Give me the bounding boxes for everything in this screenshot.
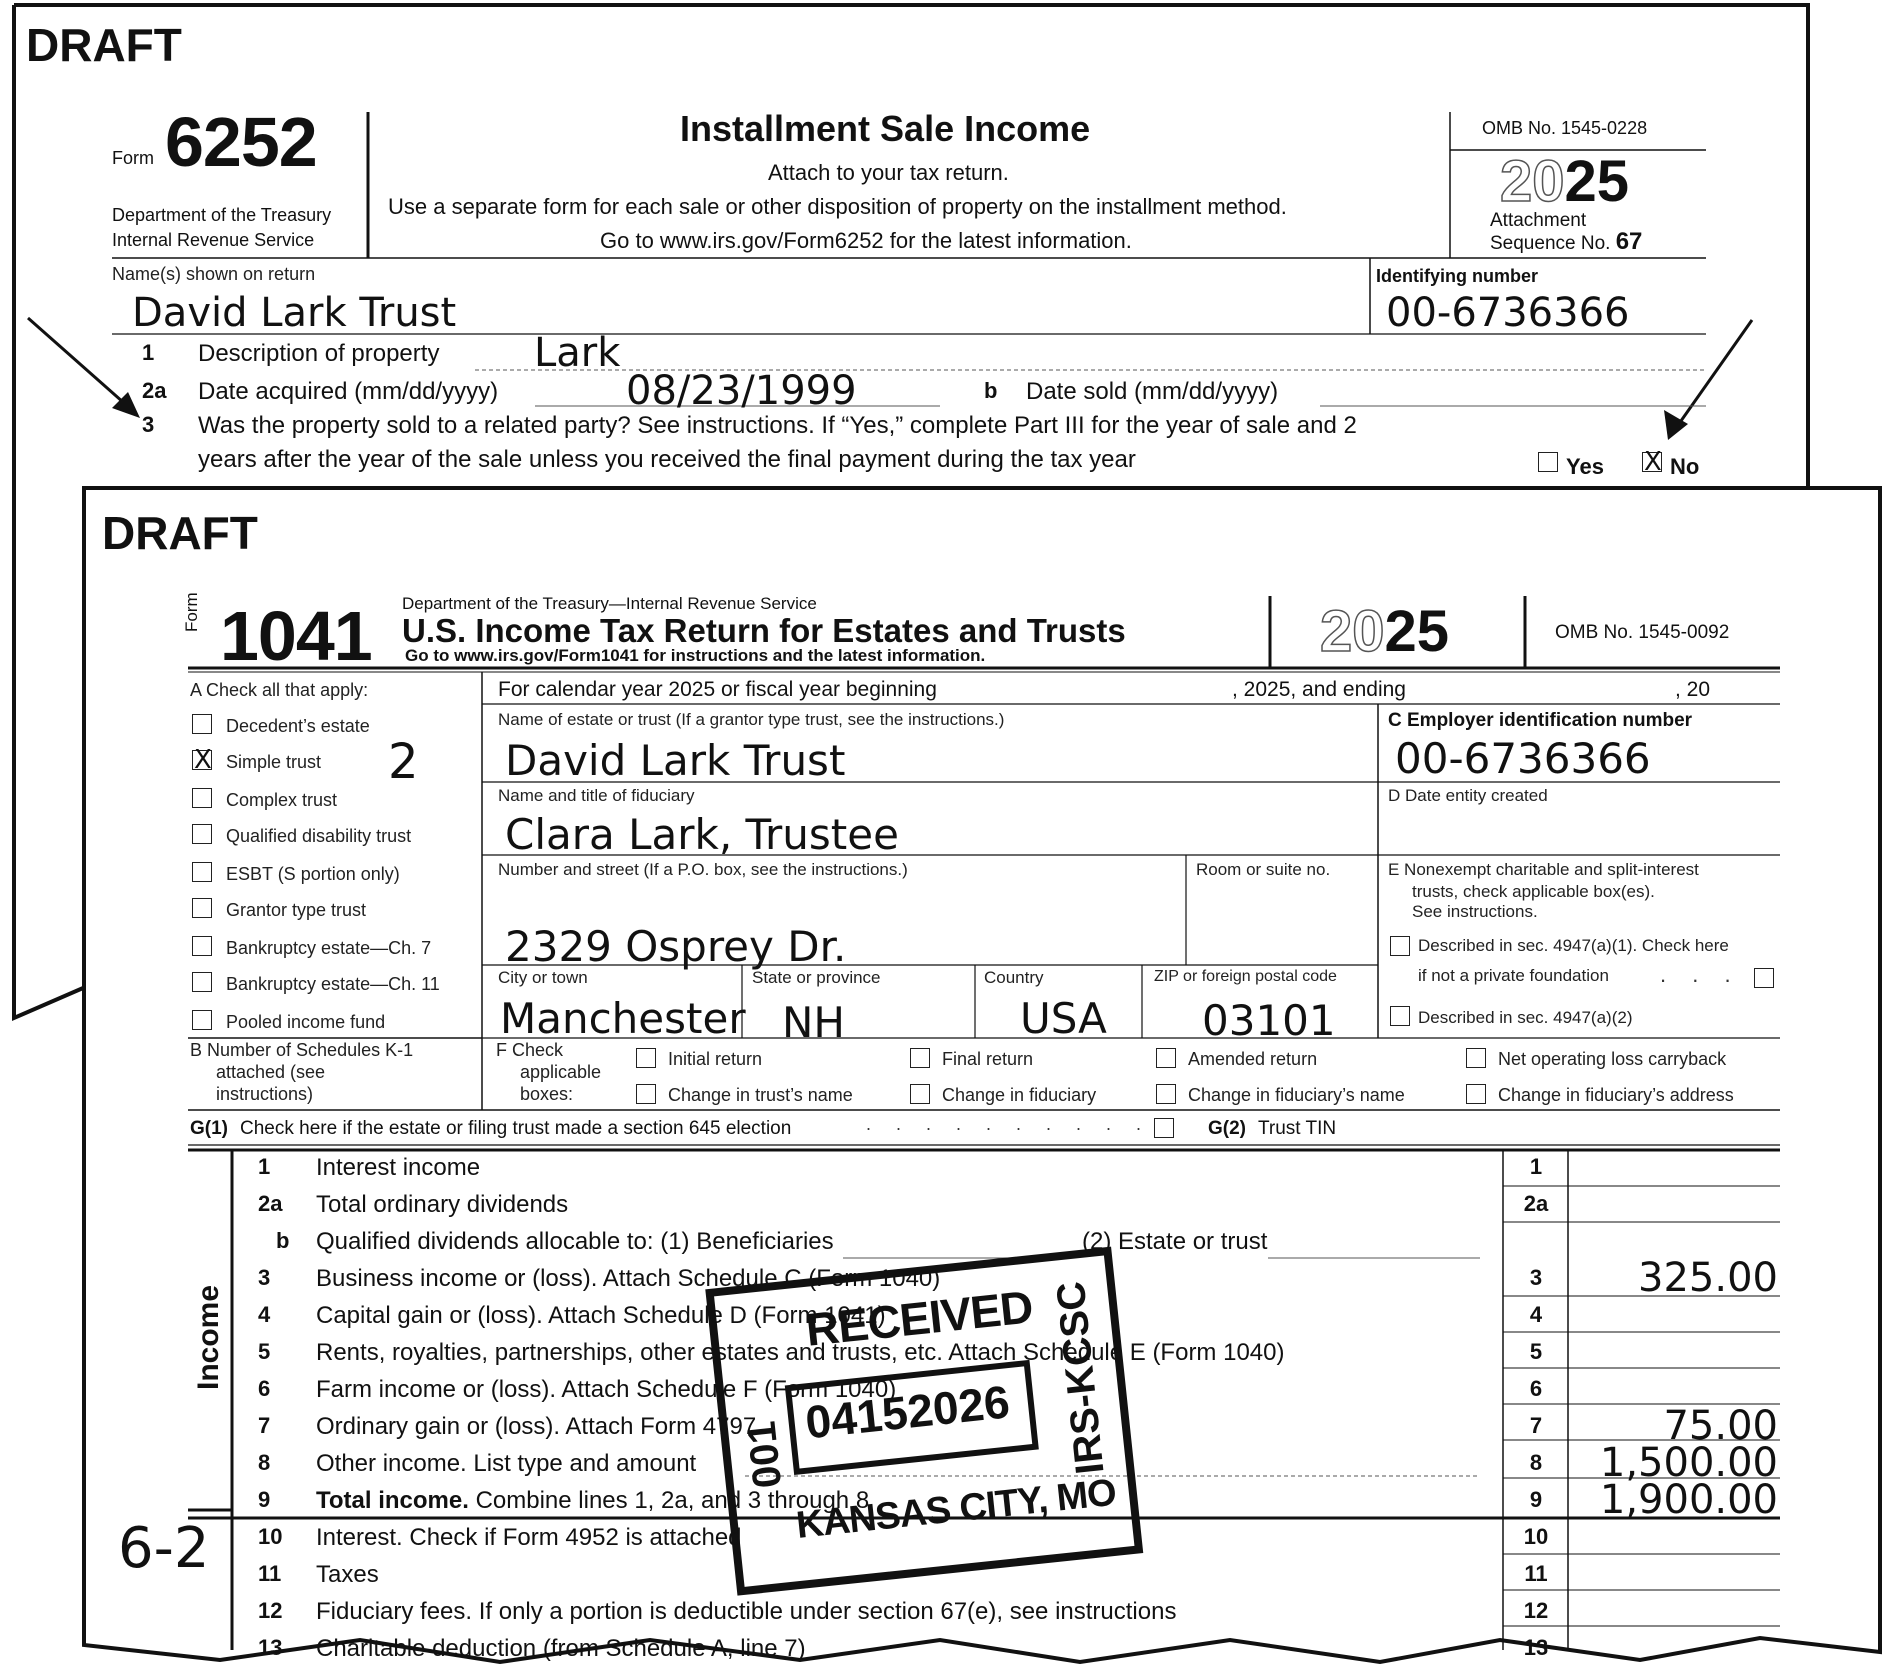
country-label: Country [984,968,1044,987]
date-acquired[interactable]: 08/23/1999 [626,368,857,414]
f-checkbox[interactable] [1466,1048,1486,1068]
line-2b-num: b [984,378,998,403]
handwritten-2: 2 [388,734,419,790]
income-line-text [316,1561,379,1589]
form-word: Form [112,148,154,168]
f-checkbox-label: Change in trust’s name [668,1085,853,1105]
calendar-year-mid: , 2025, and ending [1232,678,1406,701]
section-a-checkbox[interactable] [192,824,212,844]
omb-number: OMB No. 1545-0228 [1482,118,1648,138]
f-checkbox-label: Change in fiduciary [942,1085,1097,1105]
omb-1041: OMB No. 1545-0092 [1555,622,1730,643]
income-line-number: 2a [258,1191,283,1216]
section-a-item-label: Qualified disability trust [226,826,412,846]
city-value[interactable]: Manchester [500,994,746,1043]
income-amount[interactable]: 75.00 [1663,1403,1778,1449]
name-value[interactable]: David Lark Trust [132,290,457,336]
section-a-checkbox[interactable] [192,936,212,956]
trust-name-value[interactable]: David Lark Trust [505,736,846,785]
income-line-label: Fiduciary fees. If only a portion is deductible under section 67(e), see instructions [316,1598,1177,1625]
e-dots: . . . [1660,962,1741,987]
income-line-label: Ordinary gain or (loss). Attach Form 4797 [316,1413,757,1440]
income-box-number: 3 [1529,1265,1543,1290]
fiduciary-value[interactable]: Clara Lark, Trustee [505,810,899,859]
section-a-item-label: Grantor type trust [226,900,367,920]
f-label-2: applicable [520,1062,602,1082]
income-line-number: 3 [258,1265,271,1290]
zip-label: ZIP or foreign postal code [1154,968,1337,985]
street-value[interactable]: 2329 Osprey Dr. [505,922,847,971]
tax-year-1041 [1320,598,1449,665]
section-a-checkbox[interactable] [192,972,212,992]
section-a-item-label: Simple trust [226,752,322,772]
income-line-number: 5 [258,1339,271,1364]
income-line-text [316,1450,696,1478]
e-private-foundation-checkbox[interactable] [1754,968,1774,988]
f-label-1: F Check [496,1040,564,1060]
income-line-number: 13 [258,1635,283,1660]
income-line-text [316,1524,742,1552]
section-a-label: A Check all that apply: [190,680,369,700]
section-a-checkbox[interactable] [192,898,212,918]
section-b-label-3: instructions) [216,1084,314,1104]
g1-dots: . . . . . . . . . . [866,1114,1152,1134]
f-checkbox-label: Amended return [1188,1049,1318,1069]
attachment-label: Attachment [1490,210,1587,231]
income-line-text [316,1191,568,1219]
id-label: Identifying number [1376,266,1538,286]
date-created-label: D Date entity created [1388,786,1548,805]
income-box-number: 10 [1523,1524,1549,1549]
f-checkbox-label: Final return [942,1049,1034,1069]
state-label: State or province [752,968,881,987]
section-a-item-label: Pooled income fund [226,1012,386,1032]
income-line-text [316,1413,756,1441]
income-line-number: 4 [258,1302,271,1327]
street-label: Number and street (If a P.O. box, see the instructions.) [498,860,908,879]
income-line-label: Other income. List type and amount [316,1450,697,1477]
income-line-text [316,1598,1176,1626]
section-b-label: B Number of Schedules K-1 [190,1040,414,1060]
f-checkbox[interactable] [636,1048,656,1068]
section-a-item-label: Bankruptcy estate—Ch. 7 [226,938,432,958]
section-a-checkbox[interactable] [192,750,212,770]
margin-note: 6-2 [118,1516,210,1581]
section-b-label-2: attached (see [216,1062,326,1082]
income-line-number: b [276,1228,290,1253]
e-line-1: E Nonexempt charitable and split-interest [1388,860,1699,879]
line-3-text-2: years after the year of the sale unless you received the final payment during the tax year [198,446,1136,473]
section-a-checkbox[interactable] [192,714,212,734]
f-checkbox[interactable] [910,1084,930,1104]
f-checkbox-label: Net operating loss carryback [1498,1049,1727,1069]
line-3-num: 3 [142,412,155,437]
city-label: City or town [498,968,588,987]
e-line-3: See instructions. [1412,902,1538,921]
form-number-1041: 1041 [220,597,372,675]
line-1-label: Description of property [198,340,440,367]
form-word-vertical: Form [182,592,201,632]
g1-text: Check here if the estate or filing trust made a section 645 election [240,1118,792,1139]
ein-value[interactable]: 00-6736366 [1395,734,1651,783]
income-line-label: Business income or (loss). Attach Schedule C (Form 1040) [316,1265,941,1292]
income-line-label: Taxes [316,1561,379,1588]
zip-value[interactable]: 03101 [1202,996,1336,1045]
income-line-text [316,1228,834,1256]
income-line-label: Interest. Check if Form 4952 is attached [316,1524,742,1551]
year-outline: 20 [1500,149,1565,214]
income-line-label: Capital gain or (loss). Attach Schedule D (Form 1041) [316,1302,886,1329]
g2-text: Trust TIN [1258,1118,1337,1139]
income-box-number: 11 [1524,1561,1548,1586]
g1-tag: G(1) [190,1118,228,1139]
section-a-item-label: Decedent’s estate [226,716,370,736]
ein-label: C Employer identification number [1388,710,1693,731]
income-line-text [316,1635,806,1663]
section-a-item-label: Complex trust [226,790,338,810]
section-a-checkbox[interactable] [192,1010,212,1030]
e-option-2: Described in sec. 4947(a)(2) [1418,1008,1633,1027]
sequence-label: Sequence No. [1490,233,1611,254]
e-option-1a: Described in sec. 4947(a)(1). Check here [1418,936,1729,955]
subtitle-separate: Use a separate form for each sale or other disposition of property on the installment method. [388,194,1287,219]
form-title: Installment Sale Income [680,108,1091,149]
section-a-checkbox[interactable] [192,788,212,808]
id-value[interactable]: 00-6736366 [1386,290,1630,336]
income-line-label: Combine lines 1, 2a, and 3 through 8 [468,1487,870,1514]
goto-line: Go to www.irs.gov/Form1041 for instructions and the latest information. [405,646,986,665]
room-label: Room or suite no. [1196,860,1331,879]
income-box-number: 8 [1529,1450,1543,1475]
income-box-number: 13 [1523,1635,1549,1660]
stamp-side-left: 001 [739,1419,791,1491]
form-1041-title: U.S. Income Tax Return for Estates and Trusts [402,612,1126,649]
e-4947a1-checkbox[interactable] [1390,936,1410,956]
income-line-number: 10 [258,1524,283,1549]
income-line-text [316,1154,480,1182]
line-2a-num: 2a [142,378,167,403]
section-a-checkbox[interactable] [192,862,212,882]
stamp-received: RECEIVED [803,1280,1035,1356]
line-3-text-1: Was the property sold to a related party? See instructions. If “Yes,” complete Part III for the year of sale and 2 [198,412,1357,439]
income-box-number: 6 [1529,1376,1543,1401]
f-label-3: boxes: [520,1084,574,1104]
income-box-number: 1 [1529,1154,1543,1179]
income-line-number: 1 [258,1154,271,1179]
income-side-label: Income [192,1284,225,1390]
income-amount[interactable]: 1,900.00 [1599,1477,1778,1523]
year-outline-1041: 20 [1320,599,1385,664]
draft-label-6252: DRAFT [26,19,182,71]
g2-tag: G(2) [1208,1118,1246,1139]
fiduciary-label: Name and title of fiduciary [498,786,695,805]
e-line-2: trusts, check applicable box(es). [1412,882,1655,901]
f-checkbox-label: Initial return [668,1049,763,1069]
income-line-number: 6 [258,1376,271,1401]
income-line-number: 11 [258,1561,282,1586]
yes-label: Yes [1566,454,1604,479]
draft-label-1041: DRAFT [102,507,258,559]
income-box-number: 7 [1529,1413,1543,1438]
year-bold: 25 [1564,149,1630,214]
subtitle-attach: Attach to your tax return. [768,160,1009,185]
e-option-1b: if not a private foundation [1418,966,1609,985]
stamp-date: 04152026 [803,1375,1013,1449]
income-line-number: 12 [258,1598,283,1623]
stamp-city: KANSAS CITY, MO [794,1471,1118,1547]
subtitle-goto: Go to www.irs.gov/Form6252 for the latest information. [600,228,1132,253]
country-value[interactable]: USA [1020,994,1107,1043]
calendar-year-end: , 20 [1675,678,1711,701]
state-value[interactable]: NH [782,998,845,1047]
income-box-number: 12 [1523,1598,1549,1623]
income-box-number: 4 [1529,1302,1543,1327]
form-number-6252: 6252 [165,103,317,181]
year-bold-1041: 25 [1384,599,1450,664]
f-checkbox-label: Change in fiduciary’s address [1498,1085,1734,1105]
income-line-label: Total ordinary dividends [316,1191,569,1218]
f-checkbox[interactable] [1156,1084,1176,1104]
income-line-label: Qualified dividends allocable to: (1) Beneficiaries [316,1228,834,1255]
income-amount[interactable]: 325.00 [1638,1255,1778,1301]
trust-name-label: Name of estate or trust (If a grantor type trust, see the instructions.) [498,710,1005,729]
dept-line: Department of the Treasury—Internal Revenue Service [402,594,817,613]
g1-checkbox[interactable] [1154,1118,1174,1138]
income-line-number: 8 [258,1450,271,1475]
section-a-item-label: Bankruptcy estate—Ch. 11 [226,974,440,994]
dept-line-1: Department of the Treasury [112,205,332,225]
f-checkbox[interactable] [910,1048,930,1068]
calendar-year-label: For calendar year 2025 or fiscal year beginning [498,678,937,701]
f-checkbox[interactable] [1466,1084,1486,1104]
dept-line-2: Internal Revenue Service [112,230,315,250]
property-description[interactable]: Lark [534,330,621,376]
income-box-number: 9 [1529,1487,1543,1512]
received-stamp [710,1251,1139,1591]
f-checkbox[interactable] [636,1084,656,1104]
stamp-side-right: IRS-KCSC [1048,1279,1113,1477]
line-1-num: 1 [142,340,155,365]
income-line-bold: Total income. [316,1487,469,1514]
income-line-label: Interest income [316,1154,481,1181]
no-label: No [1670,454,1700,479]
line-2a-label: Date acquired (mm/dd/yyyy) [198,378,499,405]
income-line-label-2: (2) Estate or trust [1082,1228,1268,1255]
income-box-number: 2a [1523,1191,1549,1216]
line-2b-label: Date sold (mm/dd/yyyy) [1026,378,1279,405]
section-a-item-label: ESBT (S portion only) [226,864,400,884]
income-line-label: Rents, royalties, partnerships, other estates and trusts, etc. Attach Schedule E (Form 1040) [316,1339,1285,1366]
f-checkbox-label: Change in fiduciary’s name [1188,1085,1405,1105]
income-amount[interactable]: 1,500.00 [1599,1440,1778,1486]
name-label: Name(s) shown on return [112,264,316,284]
income-line-label: Farm income or (loss). Attach Schedule F (Form 1040) [316,1376,897,1403]
income-line-number: 7 [258,1413,271,1438]
income-line-label: Charitable deduction (from Schedule A, line 7) [316,1635,806,1662]
income-line-number: 9 [258,1487,271,1512]
sequence-number: 67 [1615,228,1643,255]
e-4947a2-checkbox[interactable] [1390,1006,1410,1026]
f-checkbox[interactable] [1156,1048,1176,1068]
income-box-number: 5 [1529,1339,1543,1364]
